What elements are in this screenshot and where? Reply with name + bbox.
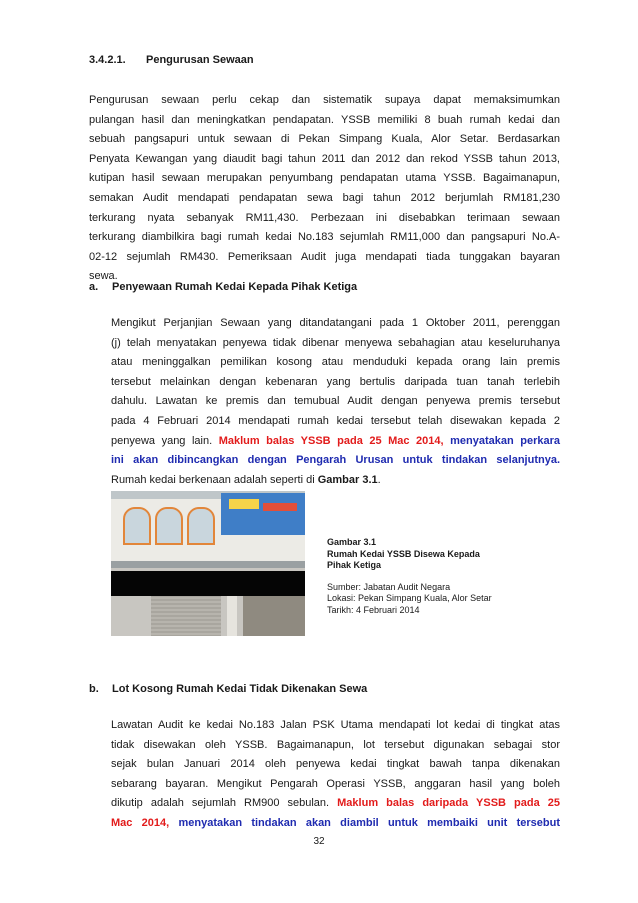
paragraph-line: kutipan hasil sewaan merupakan penyumbang pendapatan utama YSSB. Bagaimanapun, — [89, 172, 560, 185]
photo-arched-window — [155, 507, 183, 545]
subsection-letter: a. — [89, 281, 99, 293]
body-text: Rumah kedai berkenaan adalah seperti di — [111, 473, 318, 486]
photo-signboard — [221, 493, 305, 535]
paragraph-line: terkurang nyata sebanyak RM11,430. Perbezaan ini disebabkan terimaan sewaan — [89, 211, 560, 224]
paragraph-line — [111, 471, 560, 491]
paragraph-line: tersebut melainkan dengan kebenaran yang bertulis daripada tuan tanah terlebih — [111, 375, 560, 388]
paragraph-line: sebuah pangsapuri untuk sewaan di Pekan Simpang Kuala, Alor Setar. Berdasarkan — [89, 133, 560, 146]
paragraph-line: (j) telah menyatakan penyewa tidak dibenar menyewa sebahagian atau keseluruhanya — [111, 336, 560, 349]
response-date-text: Maklum balas YSSB pada 25 Mac 2014, — [218, 434, 444, 447]
paragraph-line: Lawatan Audit ke kedai No.183 Jalan PSK Utama mendapati lot kedai di tingkat atas — [111, 719, 560, 731]
subsection-b-paragraph — [111, 716, 560, 834]
page-number: 32 — [313, 836, 325, 847]
figure-title-line: Rumah Kedai YSSB Disewa Kepada — [327, 548, 480, 559]
paragraph-line: semakan Audit mendapati pendapatan sewa bagi tahun 2012 berjumlah RM181,230 — [89, 191, 560, 204]
subsection-letter: b. — [89, 683, 99, 695]
figure-date: Tarikh: 4 Februari 2014 — [327, 604, 420, 615]
paragraph-line: pada 4 Februari 2014 mendapati rumah kedai tersebut telah disewakan kepada 2 — [111, 414, 560, 427]
paragraph-line: Pengurusan sewaan perlu cekap dan sistematik supaya dapat memaksimumkan — [89, 94, 560, 106]
photo-canopy-beam — [111, 561, 305, 568]
paragraph-line: atau meninggalkan pemilikan kosong atau menduduki kepada orang lain premis — [111, 356, 560, 369]
figure-title-line: Gambar 3.1 — [327, 537, 377, 547]
section-number: 3.4.2.1. — [89, 54, 126, 66]
subsection-a-paragraph — [111, 314, 560, 490]
response-date-text: Maklum balas daripada YSSB pada 25 — [337, 797, 560, 810]
figure-reference: Gambar 3.1 — [317, 473, 378, 486]
body-text: penyewa yang lain. — [111, 434, 219, 447]
paragraph-line: tidak disewakan oleh YSSB. Bagaimanapun, lot tersebut digunakan sebagai stor — [111, 738, 560, 751]
section-title: Pengurusan Sewaan — [146, 54, 254, 66]
response-text: menyatakan perkara — [443, 434, 561, 447]
paragraph-line — [111, 814, 560, 834]
paragraph-line: terkurang diambilkira bagi rumah kedai No.183 sejumlah RM11,000 dan pangsapuri No.A- — [89, 231, 560, 244]
photo-sign-mark — [263, 503, 297, 511]
paragraph-line: Mengikut Perjanjian Sewaan yang ditandatangani pada 1 Oktober 2011, perenggan — [111, 317, 560, 329]
figure-source: Sumber: Jabatan Audit Negara — [327, 581, 451, 592]
response-text: ini akan dibincangkan dengan Pengarah Urusan untuk tindakan selanjutnya. — [111, 454, 560, 467]
body-text: dikutip adalah sejumlah RM900 sebulan. — [111, 797, 338, 810]
intro-paragraph — [89, 91, 560, 287]
subsection-b-heading — [89, 683, 367, 695]
figure-title-line: Pihak Ketiga — [327, 560, 382, 571]
subsection-a-heading — [89, 281, 357, 293]
response-text: menyatakan tindakan akan diambil untuk membaiki unit tersebut — [169, 816, 560, 829]
figure-caption — [327, 537, 492, 617]
figure-location: Lokasi: Pekan Simpang Kuala, Alor Setar — [327, 593, 492, 604]
response-date-text: Mac 2014, — [111, 816, 170, 829]
paragraph-line: Penyata Kewangan yang diaudit bagi tahun 2011 dan 2012 dan rekod YSSB tahun 2013, — [89, 152, 560, 165]
body-text: . — [377, 473, 381, 486]
paragraph-line: 02-12 sejumlah RM430. Pemeriksaan Audit juga mendapati tiada tunggakan bayaran — [89, 250, 560, 263]
section-heading — [89, 54, 254, 66]
photo-arched-window — [187, 507, 215, 545]
redaction-bar — [111, 571, 305, 596]
paragraph-line — [111, 794, 560, 814]
subsection-title: Lot Kosong Rumah Kedai Tidak Dikenakan Sewa — [112, 683, 368, 695]
subsection-title: Penyewaan Rumah Kedai Kepada Pihak Ketiga — [112, 281, 358, 293]
paragraph-line: sejak bulan Januari 2014 oleh penyewa kedai tingkat bawah tanpa dikenakan — [111, 758, 560, 771]
paragraph-line: pulangan hasil dan meningkatkan pendapatan. YSSB memiliki 8 buah rumah kedai dan — [89, 113, 560, 126]
paragraph-line — [111, 432, 560, 452]
paragraph-line: dahulu. Lawatan ke premis dan temubual Audit dengan penyewa premis tersebut — [111, 395, 560, 408]
paragraph-line: sebarang bayaran. Mengikut Pengarah Operasi YSSB, anggaran hasil yang boleh — [111, 777, 560, 790]
photo-arched-window — [123, 507, 151, 545]
paragraph-line — [111, 451, 560, 471]
paragraph-line: sewa. — [89, 270, 118, 283]
shophouse-photo — [111, 491, 305, 636]
photo-sign-mark — [229, 499, 259, 509]
